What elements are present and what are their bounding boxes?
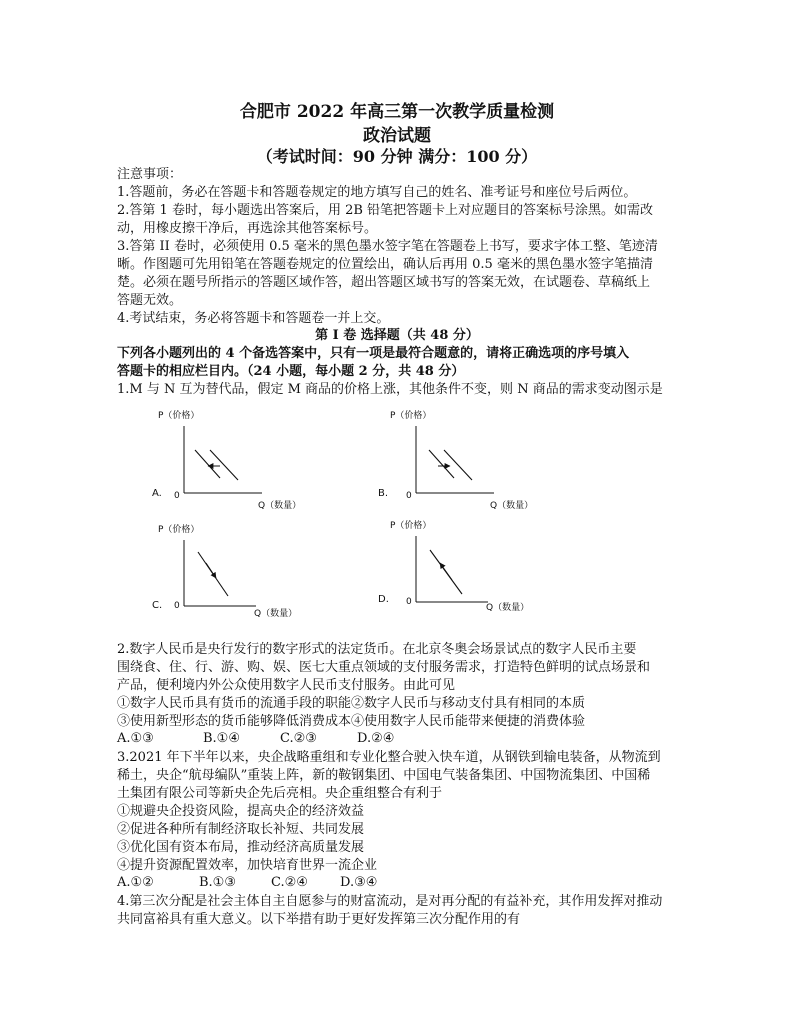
axis-p-label: P（价格） [390, 521, 432, 531]
q1-graph-b [372, 408, 542, 518]
option-label: C. [152, 600, 163, 611]
q3-option-d: D.③④ [340, 875, 378, 890]
q3-option-b: B.①③ [199, 875, 236, 890]
section-title: 第 I 卷 选择题（共 48 分） [315, 328, 479, 343]
q3-text-line: ④提升资源配置效率，加快培育世界一流企业 [117, 858, 378, 873]
note-line: 1.答题前，务必在答题卡和答题卷规定的地方填写自己的姓名、准考证号和座位号后两位。 [117, 185, 637, 200]
q3-text-line: ①规避央企投资风险，提高央企的经济效益 [117, 804, 365, 819]
axis-q-label: Q（数量） [258, 501, 302, 511]
q2-text-line: ①数字人民币具有货币的流通手段的职能②数字人民币与移动支付具有相同的本质 [117, 696, 586, 711]
option-label: B. [378, 488, 389, 499]
origin-label: 0 [174, 601, 180, 611]
note-line: 4.考试结束，务必将答题卡和答题卷一并上交。 [117, 311, 390, 326]
q2-option-c: C.②③ [280, 731, 317, 746]
q2-text-line: ③使用新型形态的货币能够降低消费成本④使用数字人民币能带来便捷的消费体验 [117, 714, 586, 729]
q2-text-line: 围绕食、住、行、游、购、娱、医七大重点领域的支付服务需求，打造特色鲜明的试点场景和 [117, 660, 651, 675]
q2-option-a: A.①③ [117, 731, 154, 746]
note-line: 动，用橡皮擦干净后，再选涂其他答案标号。 [117, 221, 378, 236]
origin-label: 0 [406, 597, 412, 607]
origin-label: 0 [406, 491, 412, 501]
axis-q-label: Q（数量） [486, 603, 530, 613]
note-line: 晰。作图题可先用铅笔在答题卷规定的位置绘出，确认后再用 0.5 毫米的黑色墨水签字笔描清 [117, 257, 653, 272]
q2-option-b: B.①④ [203, 731, 240, 746]
subject-title: 政治试题 [363, 126, 431, 146]
demand-curve-new [195, 450, 220, 478]
exam-time-info: （考试时间：90 分钟 满分：100 分） [256, 147, 538, 166]
axis-q-label: Q（数量） [490, 501, 534, 511]
note-line: 答题无效。 [117, 293, 183, 308]
q3-text-line: 3.2021 年下半年以来，央企战略重组和专业化整合驶入快车道，从钢铁到输电装备，从物流到 [117, 750, 661, 765]
q3-text-line: 土集团有限公司等新央企先后亮相。央企重组整合有利于 [117, 786, 443, 801]
demand-curve-original [429, 450, 454, 478]
q3-option-a: A.①② [117, 875, 154, 890]
axis-p-label: P（价格） [390, 411, 432, 421]
q3-text-line: 稀土，央企“航母编队”重装上阵，新的鞍钢集团、中国电气装备集团、中国物流集团、中国稀 [117, 768, 651, 783]
option-label: D. [378, 594, 389, 605]
move-along-arrow [440, 563, 452, 580]
q3-text-line: ③优化国有资本布局，推动经济高质量发展 [117, 840, 365, 855]
exam-title: 合肥市 2022 年高三第一次教学质量检测 [239, 102, 555, 122]
origin-label: 0 [174, 491, 180, 501]
section-instruction: 下列各小题列出的 4 个备选答案中，只有一项是最符合题意的，请将正确选项的序号填入 [117, 346, 630, 361]
note-line: 3.答第 II 卷时，必须使用 0.5 毫米的黑色墨水签字笔在答题卷上书写，要求字体工整、笔迹清 [117, 239, 658, 254]
note-line: 2.答第 1 卷时，每小题选出答案后，用 2B 铅笔把答题卡上对应题目的答案标号涂黑。如需改 [117, 203, 654, 218]
demand-curve-original [210, 450, 238, 480]
note-line: 楚。必须在题号所指示的答题区域作答，超出答题区域书写的答案无效，在试题卷、草稿纸上 [117, 275, 651, 290]
demand-curve-new [444, 450, 472, 480]
q4-text-line: 4.第三次分配是社会主体自主自愿参与的财富流动，是对再分配的有益补充，其作用发挥对推动 [117, 894, 663, 909]
q2-text-line: 2.数字人民币是央行发行的数字形式的法定货币。在北京冬奥会场景试点的数字人民币主要 [117, 642, 637, 657]
q1-graph-d [372, 518, 542, 618]
q3-text-line: ②促进各种所有制经济取长补短、共同发展 [117, 822, 365, 837]
q2-option-d: D.②④ [357, 731, 395, 746]
q1-stem: 1.M 与 N 互为替代品，假定 M 商品的价格上涨，其他条件不变，则 N 商品的需求变动图示是 [117, 382, 663, 397]
q3-option-c: C.②④ [271, 875, 308, 890]
q4-text-line: 共同富裕具有重大意义。以下举措有助于更好发挥第三次分配作用的有 [117, 912, 521, 927]
q2-text-line: 产品，便利境内外公众使用数字人民币支付服务。由此可见 [117, 678, 456, 693]
axis-p-label: P（价格） [158, 411, 200, 421]
q1-graph-c [140, 522, 310, 622]
axis-q-label: Q（数量） [254, 609, 298, 619]
q1-graph-a [140, 408, 310, 518]
notes-heading: 注意事项： [117, 167, 183, 182]
section-instruction: 答题卡的相应栏目内。（24 小题，每小题 2 分，共 48 分） [117, 364, 465, 379]
axis-p-label: P（价格） [158, 525, 200, 535]
move-along-arrow [206, 563, 216, 578]
option-label: A. [152, 488, 162, 499]
